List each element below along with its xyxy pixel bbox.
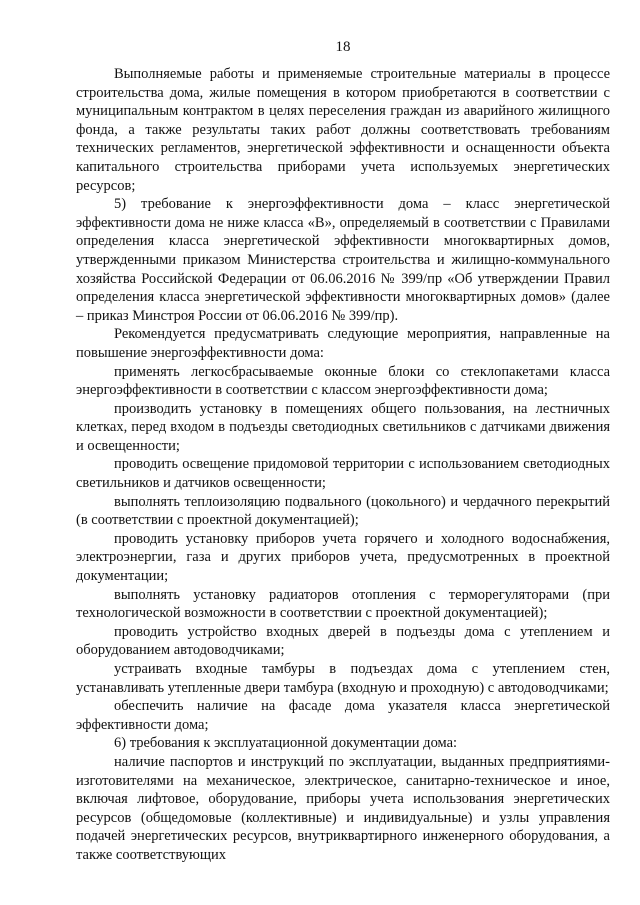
paragraph-energy-efficiency-requirement: 5) требование к энергоэффективности дома – класс энергетической эффективности дома не ниже класса «В», определяемый в соответствии с Правилами определения класса энергетической эффективности многоквартирных домов, утвержденными приказом Министерства строительства и жилищно-коммунального хозяйства Российской Федерации от 06.06.2016 № 399/пр «Об утверждении Правил определения класса энергетической эффективности многоквартирных домов» (далее – приказ Минстроя России от 06.06.2016 № 399/пр).: [76, 196, 610, 324]
paragraph-recommended-measures: Рекомендуется предусматривать следующие мероприятия, направленные на повышение энергоэффективности дома:: [76, 326, 610, 361]
list-item-radiators: выполнять установку радиаторов отопления с терморегуляторами (при технологической возможности в соответствии с проектной документацией);: [76, 586, 610, 622]
list-item-entrance-doors: проводить устройство входных дверей в подъезды дома с утеплением и оборудованием автодоводчиками;: [76, 623, 610, 659]
list-item-vestibules: устраивать входные тамбуры в подъездах дома с утеплением стен, устанавливать утепленные двери тамбура (входную и проходную) с автодоводчиками;: [76, 661, 610, 696]
paragraph-passports-instructions: наличие паспортов и инструкций по эксплуатации, выданных предприятиями-изготовителями на механическое, электрическое, санитарно-техническое и иное, включая лифтовое, оборудование, приборы учета использования энергетических ресурсов (общедомовые (коллективные) и индивидуальные) и узлы управления подачей энергетических ресурсов, внутриквартирного инженерного оборудования, а также соответствующих: [76, 753, 610, 863]
list-item-meters: проводить установку приборов учета горячего и холодного водоснабжения, электроэнергии, газа и других приборов учета, предусмотренных в проектной документации;: [76, 530, 610, 585]
list-item-windows: применять легкосбрасываемые оконные блоки со стеклопакетами класса энергоэффективности в соответствии с классом энергоэффективности дома;: [76, 363, 610, 399]
list-item-common-area-lighting: производить установку в помещениях общего пользования, на лестничных клетках, перед входом в подъезды светодиодных светильников с датчиками движения и освещенности;: [76, 400, 610, 454]
list-item-yard-lighting: проводить освещение придомовой территории с использованием светодиодных светильников и датчиков освещенности;: [76, 456, 610, 492]
page-number: 18: [335, 39, 351, 55]
list-item-efficiency-sign: обеспечить наличие на фасаде дома указателя класса энергетической эффективности дома;: [76, 698, 610, 733]
list-item-insulation: выполнять теплоизоляцию подвального (цокольного) и чердачного перекрытий (в соответствии с проектной документацией);: [76, 493, 610, 529]
paragraph-building-materials: Выполняемые работы и применяемые строительные материалы в процессе строительства дома, жилые помещения в котором приобретаются в соответствии с муниципальным контрактом в целях переселения граждан из аварийного жилищного фонда, а также результаты таких работ должны соответствовать требованиям технических регламентов, энергетической эффективности и оснащенности объекта капитального строительства приборами учета используемых энергетических ресурсов;: [76, 66, 610, 194]
paragraph-operational-docs-heading: 6) требования к эксплуатационной документации дома:: [114, 735, 458, 752]
